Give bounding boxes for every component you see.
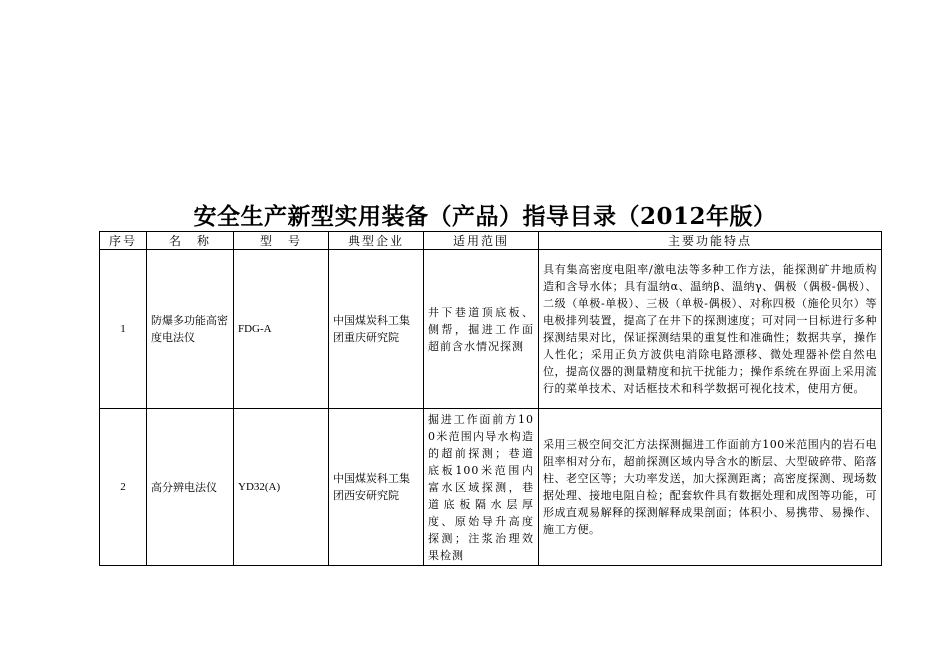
cell-enterprise: 中国煤炭科工集团重庆研究院	[329, 250, 424, 409]
table-row	[100, 409, 882, 566]
header-features: 主要功能特点	[539, 232, 882, 250]
header-index: 序号	[100, 232, 147, 250]
table-row	[100, 250, 882, 409]
header-scope: 适用范围	[424, 232, 539, 250]
header-enterprise: 典型企业	[329, 232, 424, 250]
cell-index: 1	[100, 250, 147, 409]
cell-name: 防爆多功能高密度电法仪	[147, 250, 234, 409]
header-model: 型 号	[234, 232, 329, 250]
cell-index: 2	[100, 409, 147, 566]
cell-model: YD32(A)	[234, 409, 329, 566]
equipment-catalog-table	[99, 231, 882, 566]
cell-name: 高分辨电法仪	[147, 409, 234, 566]
cell-features: 采用三极空间交汇方法探测掘进工作面前方100米范围内的岩石电阻率相对分布，超前探测区域内导含水的断层、大型破碎带、陷落柱、老空区等；大功率发送，加大探测距离；高密度探测、现场数据处理、接地电阻自检；配套软件具有数据处理和成图等功能，可形成直观易解释的探测解释成果剖面；体积小、易携带、易操作、施工方便。	[539, 409, 882, 566]
cell-scope: 掘进工作面前方100米范围内导水构造的超前探测；巷道底板100米范围内富水区域探测，巷道底板隔水层厚度、原始导升高度探测；注浆治理效果检测	[424, 409, 539, 566]
table-header-row	[100, 232, 882, 250]
header-name: 名 称	[147, 232, 234, 250]
document-title: 安全生产新型实用装备（产品）指导目录（2012年版）	[193, 203, 777, 230]
cell-model: FDG-A	[234, 250, 329, 409]
cell-enterprise: 中国煤炭科工集团西安研究院	[329, 409, 424, 566]
cell-features: 具有集高密度电阻率/激电法等多种工作方法，能探测矿井地质构造和含导水体；具有温纳α、温纳β、温纳γ、偶极（偶极-偶极）、二级（单极-单极）、三极（单极-偶极）、对称四极（施伦贝尔）等电极排列装置，提高了在井下的探测速度；可对同一目标进行多种探测结果对比，保证探测结果的重复性和准确性；数据共享，操作人性化；采用正负方波供电消除电路漂移、微处理器补偿自然电位，提高仪器的测量精度和抗干扰能力；操作系统在界面上采用流行的菜单技术、对话框技术和科学数据可视化技术，使用方便。	[539, 250, 882, 409]
cell-scope: 井下巷道顶底板、侧帮，掘进工作面超前含水情况探测	[424, 250, 539, 409]
